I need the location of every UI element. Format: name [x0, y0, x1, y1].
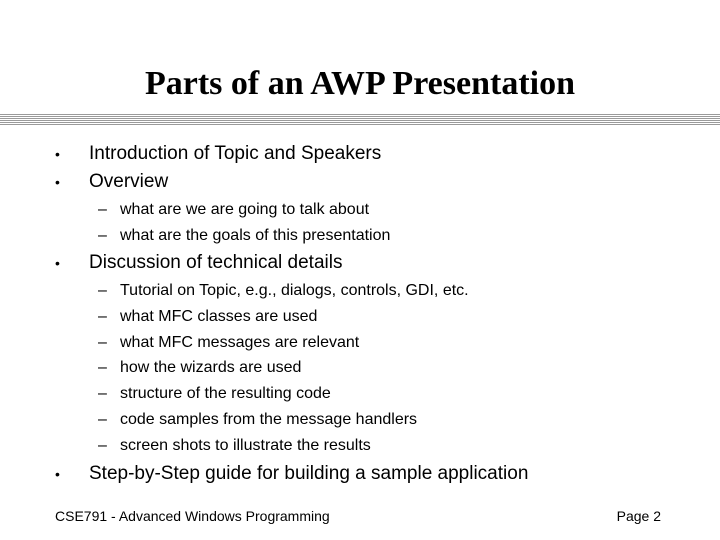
sub-bullet-text: structure of the resulting code [120, 385, 331, 402]
footer-page-number: Page 2 [616, 508, 661, 524]
bullet-icon: • [55, 146, 60, 162]
dash-icon: – [98, 437, 107, 454]
sub-bullet-text: Tutorial on Topic, e.g., dialogs, controls, GDI, etc. [120, 282, 469, 299]
bullet-text: Overview [89, 171, 169, 192]
sub-bullet-text: screen shots to illustrate the results [120, 437, 371, 454]
sub-bullet-text: what MFC messages are relevant [120, 334, 360, 351]
bullet-text: Introduction of Topic and Speakers [89, 143, 382, 164]
sub-bullet-text: code samples from the message handlers [120, 411, 418, 428]
dash-icon: – [98, 201, 107, 218]
slide-title: Parts of an AWP Presentation [144, 65, 575, 102]
dash-icon: – [98, 411, 107, 428]
bullet-icon: • [55, 255, 60, 271]
bullet-text: Step-by-Step guide for building a sample application [89, 463, 529, 484]
bullet-text: Discussion of technical details [89, 252, 343, 273]
title-underline-rule [0, 114, 720, 126]
dash-icon: – [98, 227, 107, 244]
dash-icon: – [98, 308, 107, 325]
dash-icon: – [98, 359, 107, 376]
bullet-icon: • [55, 466, 60, 482]
footer-course: CSE791 - Advanced Windows Programming [55, 508, 330, 524]
dash-icon: – [98, 385, 107, 402]
sub-bullet-text: what are we are going to talk about [120, 201, 370, 218]
sub-bullet-text: how the wizards are used [120, 359, 302, 376]
sub-bullet-text: what MFC classes are used [120, 308, 318, 325]
dash-icon: – [98, 282, 107, 299]
bullet-icon: • [55, 174, 60, 190]
dash-icon: – [98, 334, 107, 351]
sub-bullet-text: what are the goals of this presentation [120, 227, 391, 244]
